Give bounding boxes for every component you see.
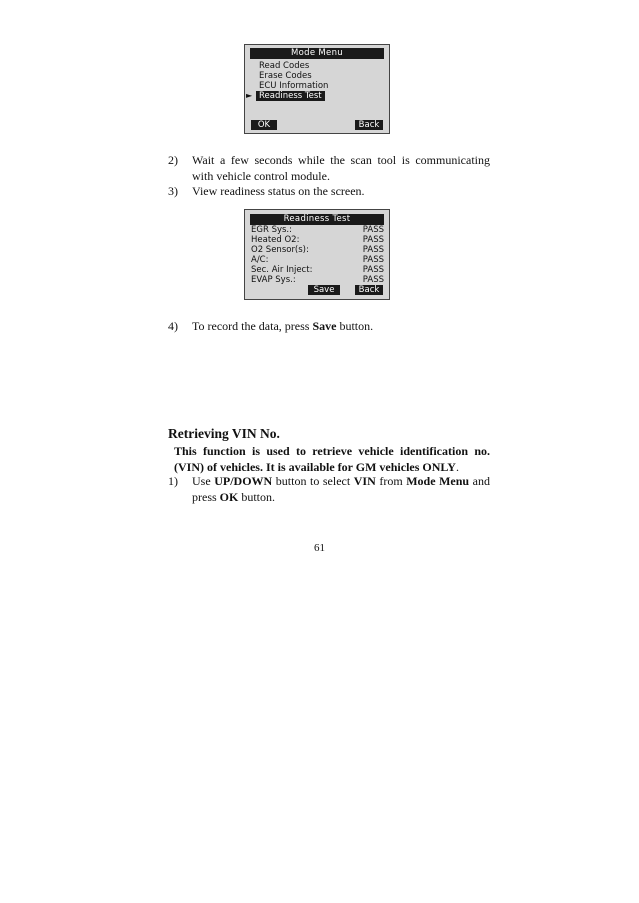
- readiness-row-evap: [251, 275, 384, 285]
- readiness-label: Sec. Air Inject:: [251, 265, 313, 275]
- step-text-part: To record the data, press: [192, 319, 313, 333]
- back-button[interactable]: Back: [355, 285, 383, 295]
- readiness-status: PASS: [362, 265, 384, 275]
- step-text: View readiness status on the screen.: [192, 184, 365, 198]
- readiness-status: PASS: [362, 235, 384, 245]
- up-down-button-reference: UP/DOWN: [214, 474, 273, 488]
- step-vin-1: [168, 474, 490, 505]
- step-number: 4): [168, 319, 178, 333]
- step-text-part: button to select: [272, 474, 354, 488]
- menu-item-read-codes[interactable]: Read Codes: [259, 61, 310, 71]
- readiness-test-screen: [244, 209, 390, 300]
- step-2: [168, 153, 490, 184]
- back-button[interactable]: Back: [355, 120, 383, 130]
- readiness-label: EGR Sys.:: [251, 225, 292, 235]
- page-number: 61: [314, 542, 325, 554]
- step-number: 1): [168, 474, 178, 488]
- readiness-row-sec-air-inject: [251, 265, 384, 275]
- step-text-part: and press: [192, 474, 490, 504]
- selection-pointer-icon: ►: [246, 91, 253, 100]
- readiness-test-title: Readiness Test: [250, 214, 384, 225]
- vin-option-reference: VIN: [353, 474, 376, 488]
- section-intro: [174, 444, 490, 475]
- step-3: [168, 184, 490, 200]
- step-text-part: from: [375, 474, 407, 488]
- menu-item-readiness-test[interactable]: Readiness Test: [256, 91, 325, 101]
- readiness-status: PASS: [362, 275, 384, 285]
- step-text: [192, 474, 490, 505]
- step-number: 3): [168, 184, 178, 198]
- menu-item-ecu-information[interactable]: ECU Information: [259, 81, 329, 91]
- ok-button-reference: OK: [219, 489, 239, 504]
- readiness-status: PASS: [362, 245, 384, 255]
- readiness-label: O2 Sensor(s):: [251, 245, 309, 255]
- readiness-status: PASS: [362, 225, 384, 235]
- readiness-row-egr: [251, 225, 384, 235]
- step-text-part: Use: [192, 474, 215, 488]
- mode-menu-reference: Mode Menu: [406, 474, 470, 488]
- step-text: [192, 319, 490, 335]
- readiness-row-o2-sensors: [251, 245, 384, 255]
- readiness-row-heated-o2: [251, 235, 384, 245]
- readiness-label: Heated O2:: [251, 235, 300, 245]
- readiness-label: EVAP Sys.:: [251, 275, 296, 285]
- mode-menu-screen: [244, 44, 390, 134]
- readiness-status: PASS: [362, 255, 384, 265]
- step-number: 2): [168, 153, 178, 167]
- step-text-part: button.: [238, 489, 276, 504]
- ok-button[interactable]: OK: [251, 120, 277, 130]
- menu-item-erase-codes[interactable]: Erase Codes: [259, 71, 312, 81]
- intro-period: .: [455, 459, 459, 474]
- section-heading: Retrieving VIN No.: [168, 426, 280, 441]
- step-text: Wait a few seconds while the scan tool is communicating with vehicle control module.: [192, 153, 490, 183]
- save-button[interactable]: Save: [308, 285, 340, 295]
- intro-text: This function is used to retrieve vehicle identification no. (VIN) of vehicles. It is available for GM vehicles ONLY: [174, 444, 490, 474]
- step-4: [168, 319, 490, 335]
- save-button-reference: Save: [312, 319, 337, 333]
- step-text-part: button.: [336, 319, 374, 333]
- readiness-row-ac: [251, 255, 384, 265]
- readiness-label: A/C:: [251, 255, 269, 265]
- mode-menu-title: Mode Menu: [250, 48, 384, 59]
